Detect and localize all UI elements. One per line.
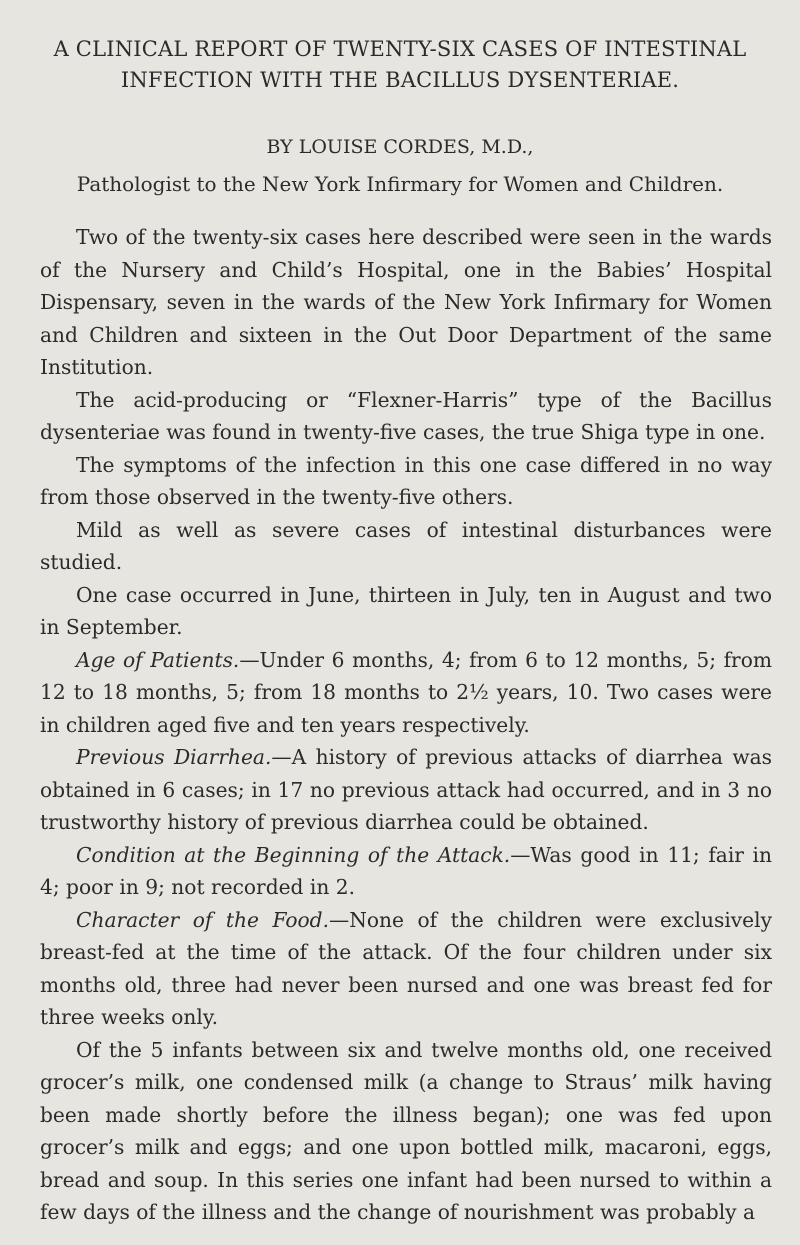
- paragraph-text: —None of the children were exclusively breast-fed at the time of the attack. Of the four children under six months old, three had never been nursed and one was breast fed for three weeks only.: [40, 907, 772, 1029]
- paragraph-previous-diarrhea: [40, 741, 772, 839]
- paragraph-text: One case occurred in June, thirteen in July, ten in August and two in September.: [40, 582, 772, 639]
- paragraph-heading: Previous Diarrhea.: [76, 745, 272, 769]
- paragraph-age: [40, 644, 772, 742]
- paragraph-1: [40, 221, 772, 384]
- paragraph-heading: Condition at the Beginning of the Attack.: [76, 842, 511, 867]
- author-byline: BY LOUISE CORDES, M.D.,: [266, 136, 534, 158]
- paragraph-text: The symptoms of the infection in this one case differed in no way from those observed in the twenty-five others.: [40, 452, 772, 509]
- article-title: A CLINICAL REPORT OF TWENTY-SIX CASES OF INTESTINAL INFECTION WITH THE BACILLUS DYSENTERIAE.: [53, 37, 747, 92]
- paragraph-heading: Character of the Food.: [76, 907, 330, 932]
- paragraph-10: [40, 1034, 772, 1229]
- paragraph-heading: Age of Patients.: [76, 647, 240, 672]
- paragraph-text: The acid-producing or “Flexner-Harris” type of the Bacillus dysenteriae was found in twenty-five cases, the true Shiga type in one.: [40, 387, 772, 444]
- paragraph-text: Of the 5 infants between six and twelve months old, one received grocer’s milk, one condensed milk (a change to Straus’ milk having been made shortly before the illness began); one was fed upon grocer’s milk and eggs; and one upon bottled milk, macaroni, eggs, bread and soup. In this series one infant had been nursed to within a few days of the illness and the change of nourishment was probably a: [40, 1037, 772, 1224]
- paragraph-2: [40, 384, 772, 449]
- paragraph-text: Two of the twenty-six cases here described were seen in the wards of the Nursery and Child’s Hospital, one in the Babies’ Hospital Dispensary, seven in the wards of the New York Infirmary for Women and Children and sixteen in the Out Door Department of the same Institution.: [40, 225, 772, 379]
- paragraph-food: [40, 904, 772, 1034]
- paragraph-text: —Was good in 11; fair in 4; poor in 9; not recorded in 2.: [40, 842, 772, 899]
- paragraph-condition: [40, 839, 772, 904]
- author-affiliation: Pathologist to the New York Infirmary for Women and Children.: [76, 172, 724, 196]
- paragraph-4: [40, 514, 772, 579]
- paragraph-5: [40, 579, 772, 644]
- article-body: [40, 221, 772, 1229]
- paragraph-text: —A history of previous attacks of diarrhea was obtained in 6 cases; in 17 no previous attack had occurred, and in 3 no trustworthy history of previous diarrhea could be obtained.: [40, 745, 772, 834]
- paragraph-text: Mild as well as severe cases of intestinal disturbances were studied.: [40, 517, 772, 574]
- paragraph-text: —Under 6 months, 4; from 6 to 12 months, 5; from 12 to 18 months, 5; from 18 months to 2½ years, 10. Two cases were in children aged five and ten years respectively.: [40, 647, 773, 737]
- paragraph-3: [40, 449, 772, 514]
